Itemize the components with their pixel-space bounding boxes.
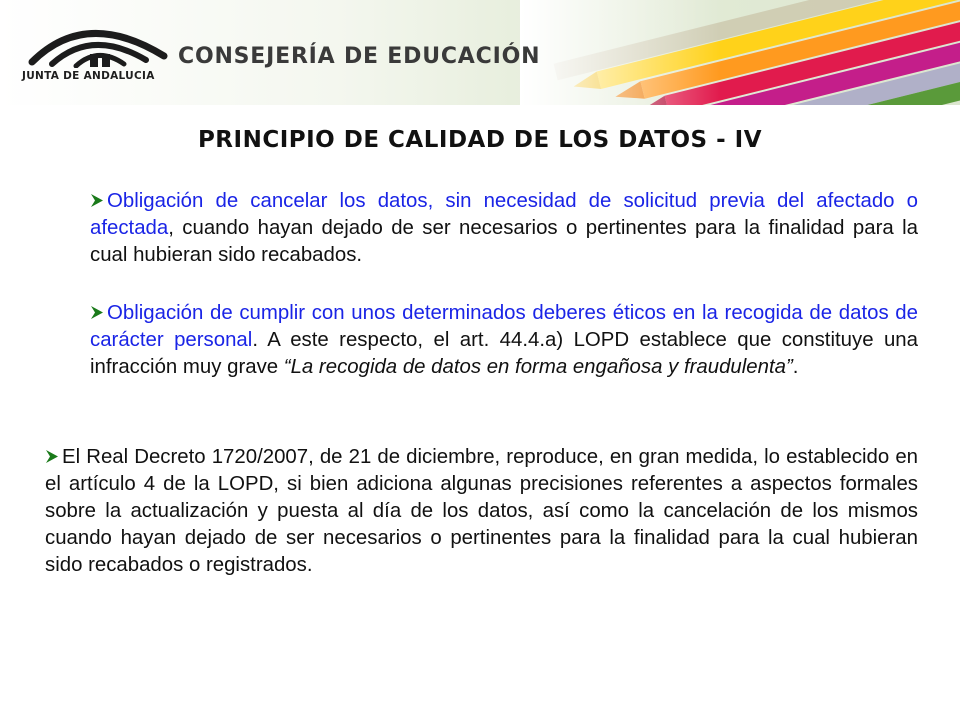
logo-caption: JUNTA DE ANDALUCIA <box>22 70 155 82</box>
bullet-text: . A este respecto, el art. 44.4.a) LOPD establece que constituye una infracción muy grave <box>90 329 918 378</box>
bullet-text: El Real Decreto 1720/2007, de 21 de diciembre, reproduce, en gran medida, lo establecido en el artículo 4 de la LOPD, si bien adiciona algunas precisiones referentes a aspectos formales sobre la actualización y puesta al día de los datos, así como la cancelación de los mismos cuando hayan dejado de ser necesarios o pertinentes para la finalidad para la cual hubieran sido recabados o registrados. <box>45 446 918 576</box>
bullet-highlight-text: Obligación de cumplir con unos determinados deberes éticos en la recogida de datos de carácter personal <box>90 302 918 351</box>
list-item <box>90 300 918 381</box>
bullet-highlight-text: Obligación de cancelar los datos, sin necesidad de solicitud previa del afectado o afectada <box>90 190 918 239</box>
department-name: CONSEJERÍA DE EDUCACIÓN <box>178 44 541 69</box>
slide-header <box>0 0 960 105</box>
arrow-bullet-icon <box>90 188 105 215</box>
bullet-quote: “La recogida de datos en forma engañosa y fraudulenta” <box>283 356 793 378</box>
arrow-bullet-icon <box>45 444 60 471</box>
bullet-end: . <box>792 356 799 378</box>
junta-arches-logo-icon <box>28 16 168 68</box>
arrow-bullet-icon <box>90 300 105 327</box>
bullet-text: , cuando hayan dejado de ser necesarios o pertinentes para la finalidad para la cual hubieran sido recabados. <box>90 217 918 266</box>
list-item <box>45 444 918 579</box>
list-item <box>90 188 918 269</box>
slide-title: PRINCIPIO DE CALIDAD DE LOS DATOS - IV <box>197 127 763 153</box>
